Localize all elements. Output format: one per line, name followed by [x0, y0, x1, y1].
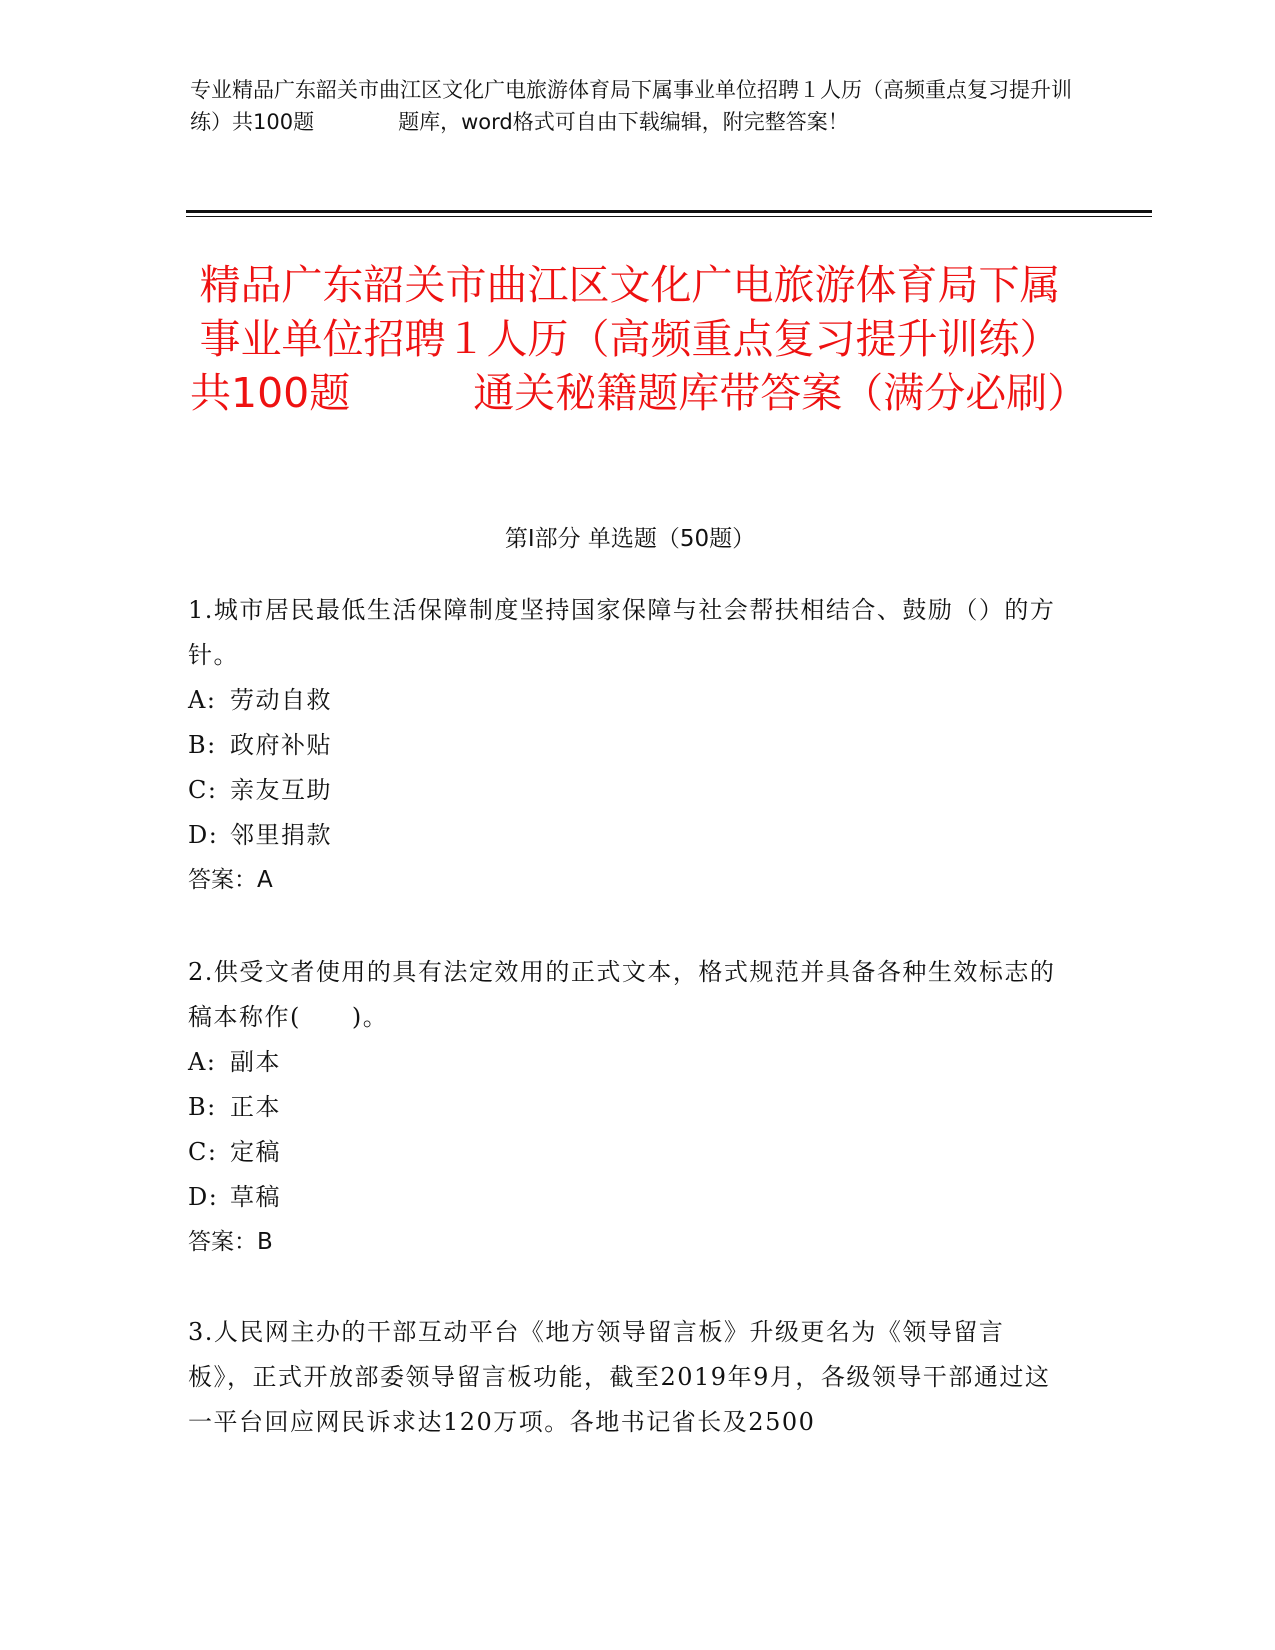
option-a	[188, 678, 1068, 723]
option-letter: C:	[188, 776, 218, 804]
question-stem: 2.供受文者使用的具有法定效用的正式文本，格式规范并具备各种生效标志的稿本称作( )。	[188, 958, 1056, 1031]
question-stem: 1.城市居民最低生活保障制度坚持国家保障与社会帮扶相结合、鼓励（）的方针。	[188, 596, 1056, 669]
option-b	[188, 723, 1068, 768]
option-text: 邻里捐款	[230, 821, 332, 849]
option-d	[188, 813, 1068, 858]
option-letter: A:	[188, 1048, 217, 1076]
header-divider-thin	[186, 216, 1152, 217]
option-d	[188, 1175, 1068, 1220]
option-letter: D:	[188, 1183, 219, 1211]
option-b	[188, 1085, 1068, 1130]
option-letter: B:	[188, 731, 217, 759]
option-letter: C:	[188, 1138, 218, 1166]
option-text: 定稿	[230, 1138, 281, 1166]
option-c	[188, 768, 1068, 813]
option-text: 草稿	[230, 1183, 281, 1211]
option-text: 副本	[230, 1048, 281, 1076]
question-stem: 3.人民网主办的干部互动平台《地方领导留言板》升级更名为《领导留言板》，正式开放部委领导留言板功能，截至2019年9月，各级领导干部通过这一平台回应网民诉求达120万项。各地书记省长及2500	[188, 1318, 1051, 1436]
header-note: 专业精品广东韶关市曲江区文化广电旅游体育局下属事业单位招聘１人历（高频重点复习提升训练）共100题 题库，word格式可自由下载编辑，附完整答案！	[190, 78, 1072, 134]
option-letter: D:	[188, 821, 219, 849]
question-3	[188, 1310, 1068, 1445]
header-divider-thick	[186, 210, 1152, 213]
answer-line: 答案：A	[188, 867, 273, 893]
document-title: 精品广东韶关市曲江区文化广电旅游体育局下属事业单位招聘１人历（高频重点复习提升训练）共100题 通关秘籍题库带答案（满分必刷）	[190, 261, 1089, 417]
question-2	[188, 950, 1068, 1265]
option-text: 亲友互助	[230, 776, 332, 804]
option-letter: A:	[188, 686, 217, 714]
question-1	[188, 588, 1068, 903]
answer-line: 答案：B	[188, 1229, 273, 1255]
option-text: 正本	[230, 1093, 281, 1121]
option-text: 劳动自救	[230, 686, 332, 714]
option-c	[188, 1130, 1068, 1175]
option-text: 政府补贴	[230, 731, 332, 759]
option-a	[188, 1040, 1068, 1085]
option-letter: B:	[188, 1093, 217, 1121]
section-heading: 第I部分 单选题（50题）	[504, 526, 756, 552]
